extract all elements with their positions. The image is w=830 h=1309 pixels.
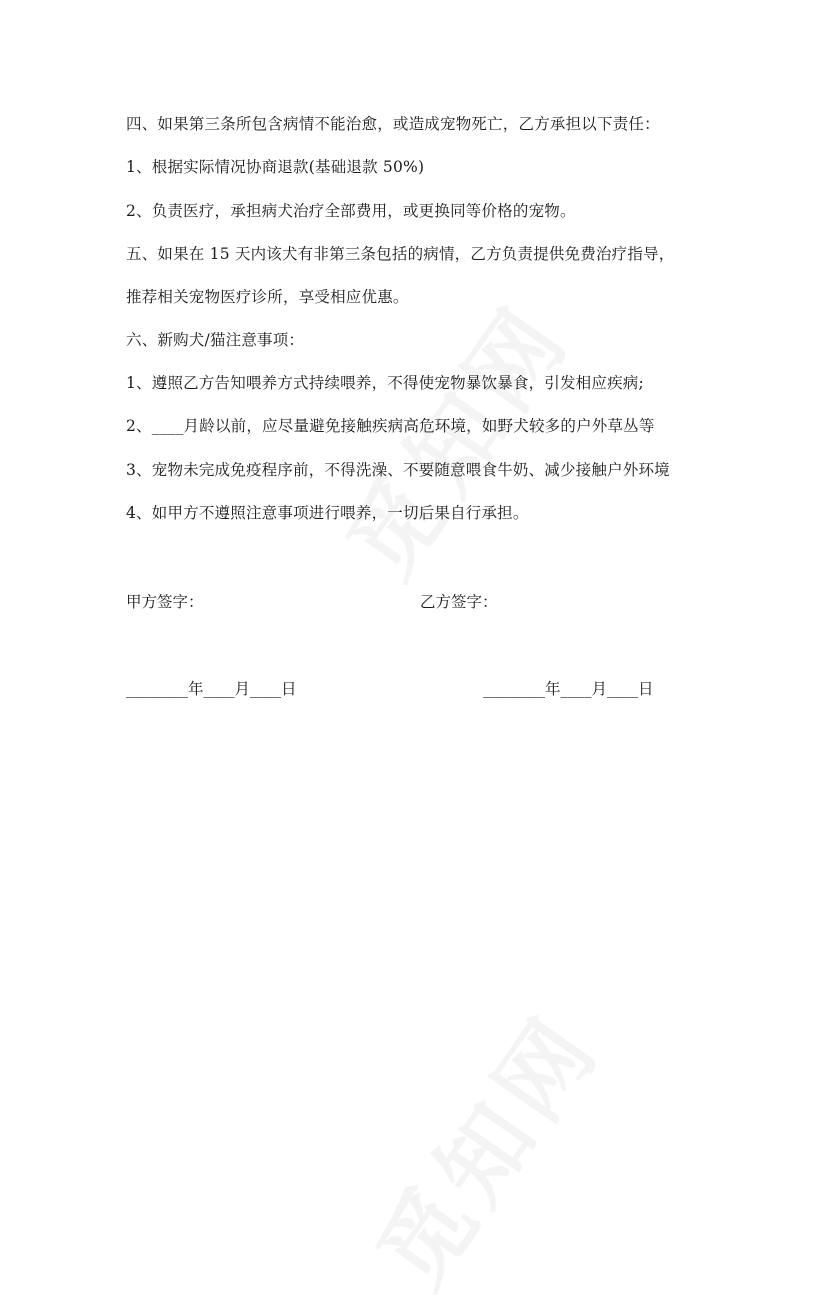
- clause-line: 1、遵照乙方告知喂养方式持续喂养，不得使宠物暴饮暴食，引发相应疾病;: [126, 374, 644, 392]
- clause-line: 4、如甲方不遵照注意事项进行喂养，一切后果自行承担。: [126, 504, 529, 522]
- watermark: [311, 273, 595, 599]
- clause-line: 六、新购犬/猫注意事项：: [126, 331, 305, 349]
- party-b-date: ________年____月____日: [483, 680, 654, 698]
- clause-line: 五、如果在 15 天内该犬有非第三条包括的病情，乙方负责提供免费治疗指导，: [126, 245, 675, 263]
- clause-line: 推荐相关宠物医疗诊所，享受相应优惠。: [126, 288, 409, 306]
- party-b-signature-label: 乙方签字：: [420, 593, 498, 611]
- clause-line: 1、根据实际情况协商退款(基础退款 50%): [126, 158, 425, 176]
- party-a-signature-label: 甲方签字：: [126, 593, 204, 611]
- clause-line: 3、宠物未完成免疫程序前，不得洗澡、不要随意喂食牛奶、减少接触户外环境: [126, 461, 670, 479]
- party-a-date: ________年____月____日: [126, 680, 297, 698]
- watermark-bottom: [341, 983, 625, 1309]
- clause-line: 2、负责医疗，承担病犬治疗全部费用，或更换同等价格的宠物。: [126, 202, 576, 220]
- clause-line: 四、如果第三条所包含病情不能治愈，或造成宠物死亡，乙方承担以下责任：: [126, 115, 660, 133]
- clause-line: 2、____月龄以前，应尽量避免接触疾病高危环境，如野犬较多的户外草丛等: [126, 417, 655, 435]
